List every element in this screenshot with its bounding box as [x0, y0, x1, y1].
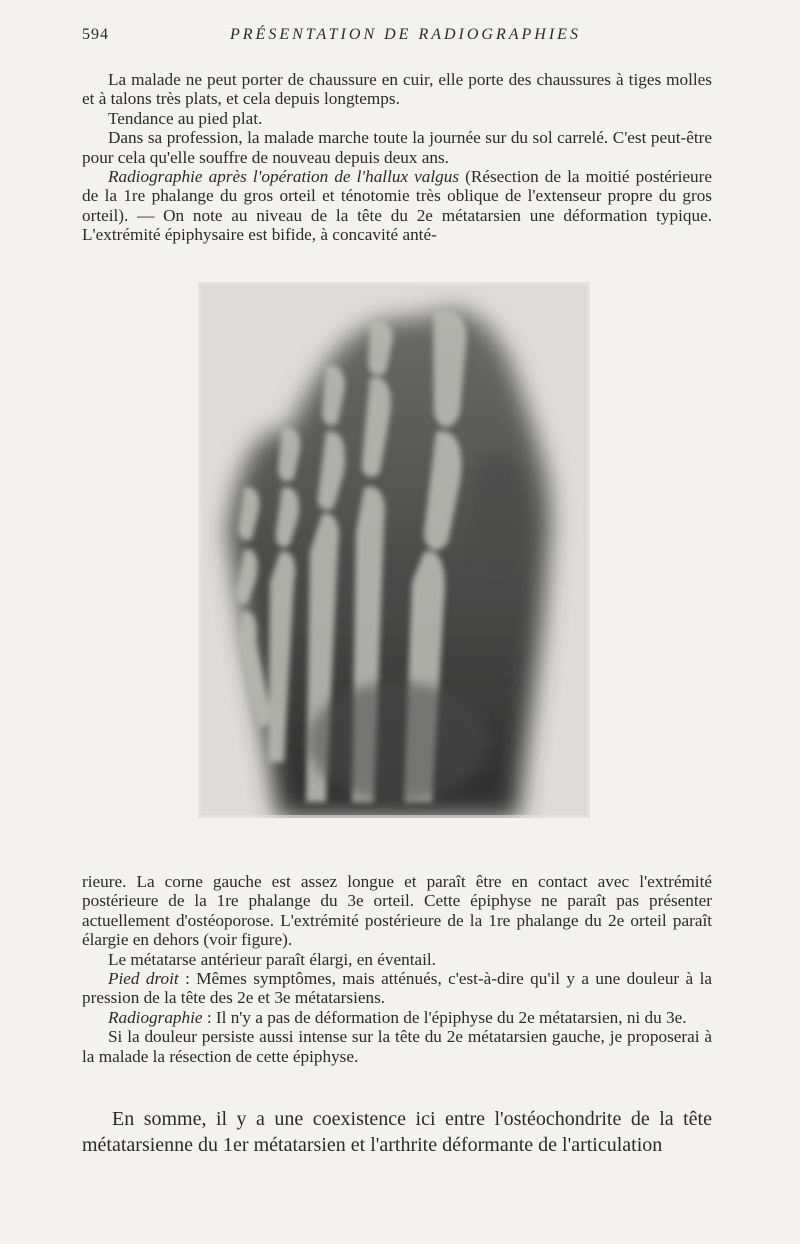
paragraph: Tendance au pied plat.: [108, 108, 263, 128]
paragraph: La malade ne peut porter de chaussure en cuir, elle porte des chaussures à tiges molles et à talons très plats, et cela depuis longtemps.: [82, 70, 712, 109]
page-header: [82, 26, 712, 50]
bottom-text-block: [82, 872, 712, 1066]
page-number: 594: [82, 26, 109, 43]
paragraph-lead: Radiographie: [108, 1007, 203, 1027]
paragraph: Le métatarse antérieur paraît élargi, en éventail.: [108, 949, 436, 969]
paragraph: rieure. La corne gauche est assez longue et paraît être en contact avec l'extrémité postérieure de la 1re phalange du 3e orteil. Cette épiphyse ne paraît pas présenter actuellement d'ostéoporose. L'extrémité postérieure de la 1re phalange du 2e orteil paraît élargie en dehors (voir figure).: [82, 872, 712, 950]
top-text-block: [82, 70, 712, 245]
paragraph: En somme, il y a une coexistence ici entre l'ostéochondrite de la tête métatarsienne du 1er métatarsien et l'arthrite déformante de l'articulation: [82, 1108, 712, 1156]
paragraph: Dans sa profession, la malade marche toute la journée sur du sol carrelé. C'est peut-être pour cela qu'elle souffre de nouveau depuis deux ans.: [82, 128, 712, 167]
paragraph: Si la douleur persiste aussi intense sur la tête du 2e métatarsien gauche, je proposerai à la malade la résection de cette épiphyse.: [82, 1027, 712, 1066]
paragraph-lead: Pied droit: [108, 969, 179, 989]
conclusion-paragraph: [82, 1106, 712, 1158]
running-title: PRÉSENTATION DE RADIOGRAPHIES: [230, 26, 581, 43]
paragraph: Pied droit : Mêmes symptômes, mais atténués, c'est-à-dire qu'il y a une douleur à la pression de la tête des 2e et 3e métatarsiens.: [82, 969, 712, 1008]
paragraph: Radiographie : Il n'y a pas de déformation de l'épiphyse du 2e métatarsien, ni du 3e.: [108, 1007, 687, 1027]
foot-radiograph-image: [198, 282, 590, 818]
paragraph: Radiographie après l'opération de l'hallux valgus (Résection de la moitié postérieure de la 1re phalange du gros orteil et ténotomie très oblique de l'extenseur propre du gros orteil). — On note au niveau de la tête du 2e métatarsien une déformation typique. L'extrémité épiphysaire est bifide, à concavité anté-: [82, 167, 712, 245]
paragraph-lead: Radiographie après l'opération de l'hallux valgus: [108, 167, 460, 187]
